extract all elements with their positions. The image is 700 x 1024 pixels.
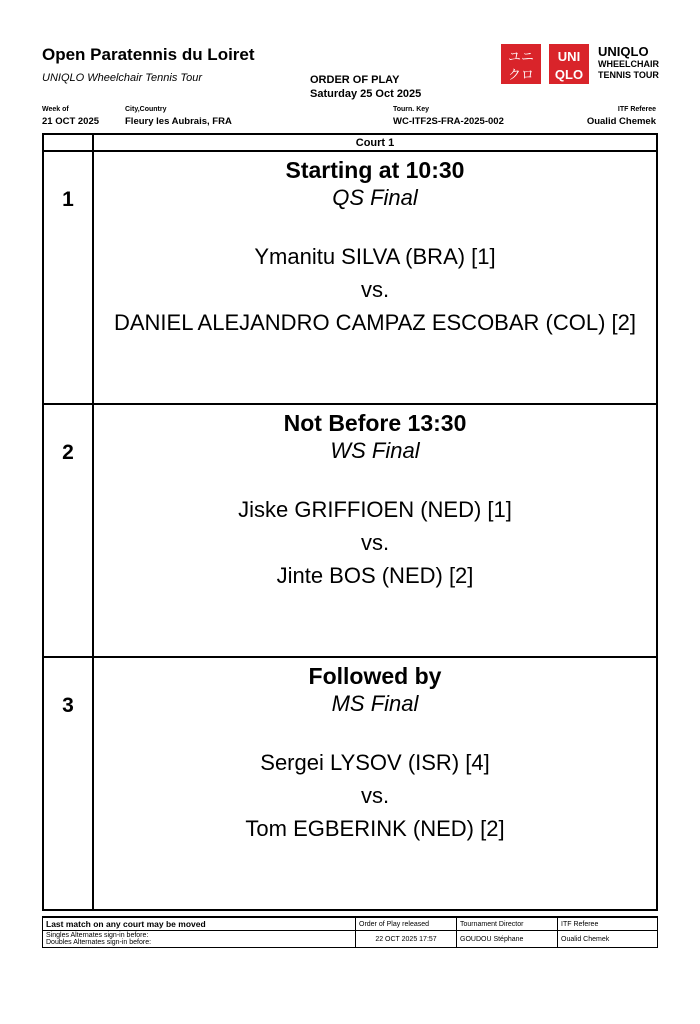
itf-referee-value: Oualid Chemek xyxy=(586,116,656,127)
order-of-play-table xyxy=(42,133,658,911)
week-label: Week of xyxy=(42,106,69,113)
city-label: City,Country xyxy=(125,106,167,113)
player-2: DANIEL ALEJANDRO CAMPAZ ESCOBAR (COL) [2] xyxy=(113,310,636,335)
footer-referee-label: ITF Referee xyxy=(558,917,658,931)
match-round: WS Final xyxy=(330,438,420,463)
uniqlo-tour-wordmark xyxy=(598,45,659,81)
uniqlo-logo xyxy=(501,44,589,84)
director-value: GOUDOU Stéphane xyxy=(457,931,558,948)
order-of-play-heading xyxy=(310,73,421,101)
player-2: Tom EGBERINK (NED) [2] xyxy=(245,816,505,841)
court-header: Court 1 xyxy=(93,134,657,151)
match-number-cell xyxy=(43,404,93,657)
tournament-key-label: Tourn. Key xyxy=(393,106,430,113)
match-row xyxy=(43,657,657,910)
logo-tile-3: クロ xyxy=(507,68,535,83)
tournament-key-value: WC-ITF2S-FRA-2025-002 xyxy=(393,116,504,127)
match-row xyxy=(43,151,657,404)
footer-notice: Last match on any court may be moved xyxy=(43,917,356,931)
alternates-cell xyxy=(43,931,356,948)
city-value: Fleury les Aubrais, FRA xyxy=(125,116,232,127)
singles-alternates: Singles Alternates sign-in before: xyxy=(46,932,149,939)
order-of-play-label: ORDER OF PLAY xyxy=(310,74,400,86)
match-number: 1 xyxy=(62,188,74,211)
footer-referee-value: Oualid Chemek xyxy=(558,931,658,948)
play-date: Saturday 25 Oct 2025 xyxy=(310,88,422,100)
player-1: Ymanitu SILVA (BRA) [1] xyxy=(254,244,496,269)
itf-referee-label: ITF Referee xyxy=(617,106,656,113)
match-cell xyxy=(93,151,657,404)
versus-label: vs. xyxy=(360,277,390,302)
corner-cell xyxy=(43,134,93,151)
match-row xyxy=(43,404,657,657)
footer-table xyxy=(42,916,658,948)
match-time: Starting at 10:30 xyxy=(285,157,465,183)
player-1: Jiske GRIFFIOEN (NED) [1] xyxy=(238,497,512,522)
doubles-alternates: Doubles Alternates sign-in before: xyxy=(46,939,152,946)
player-2: Jinte BOS (NED) [2] xyxy=(276,563,474,588)
director-label: Tournament Director xyxy=(457,917,558,931)
match-number: 3 xyxy=(62,694,74,717)
versus-label: vs. xyxy=(360,783,390,808)
player-1: Sergei LYSOV (ISR) [4] xyxy=(260,750,490,775)
versus-label: vs. xyxy=(360,530,390,555)
logo-tile-1: ユニ xyxy=(507,50,535,65)
released-label: Order of Play released xyxy=(356,917,457,931)
match-number-cell xyxy=(43,657,93,910)
released-value: 22 OCT 2025 17:57 xyxy=(356,931,457,948)
logo-tile-2: UNI xyxy=(557,49,581,64)
match-round: MS Final xyxy=(331,691,419,716)
week-value: 21 OCT 2025 xyxy=(42,116,100,127)
match-cell xyxy=(93,657,657,910)
match-cell xyxy=(93,404,657,657)
match-round: QS Final xyxy=(332,185,418,210)
tour-subtitle: UNIQLO Wheelchair Tennis Tour xyxy=(42,72,202,84)
logo-line-1: UNIQLO xyxy=(598,44,649,59)
match-number-cell xyxy=(43,151,93,404)
tournament-title: Open Paratennis du Loiret xyxy=(42,45,255,64)
match-number: 2 xyxy=(62,441,74,464)
logo-line-3: TENNIS TOUR xyxy=(598,70,659,80)
logo-line-2: WHEELCHAIR xyxy=(598,59,659,69)
match-time: Not Before 13:30 xyxy=(283,410,467,436)
match-time: Followed by xyxy=(308,663,442,689)
logo-tile-4: QLO xyxy=(554,67,584,82)
